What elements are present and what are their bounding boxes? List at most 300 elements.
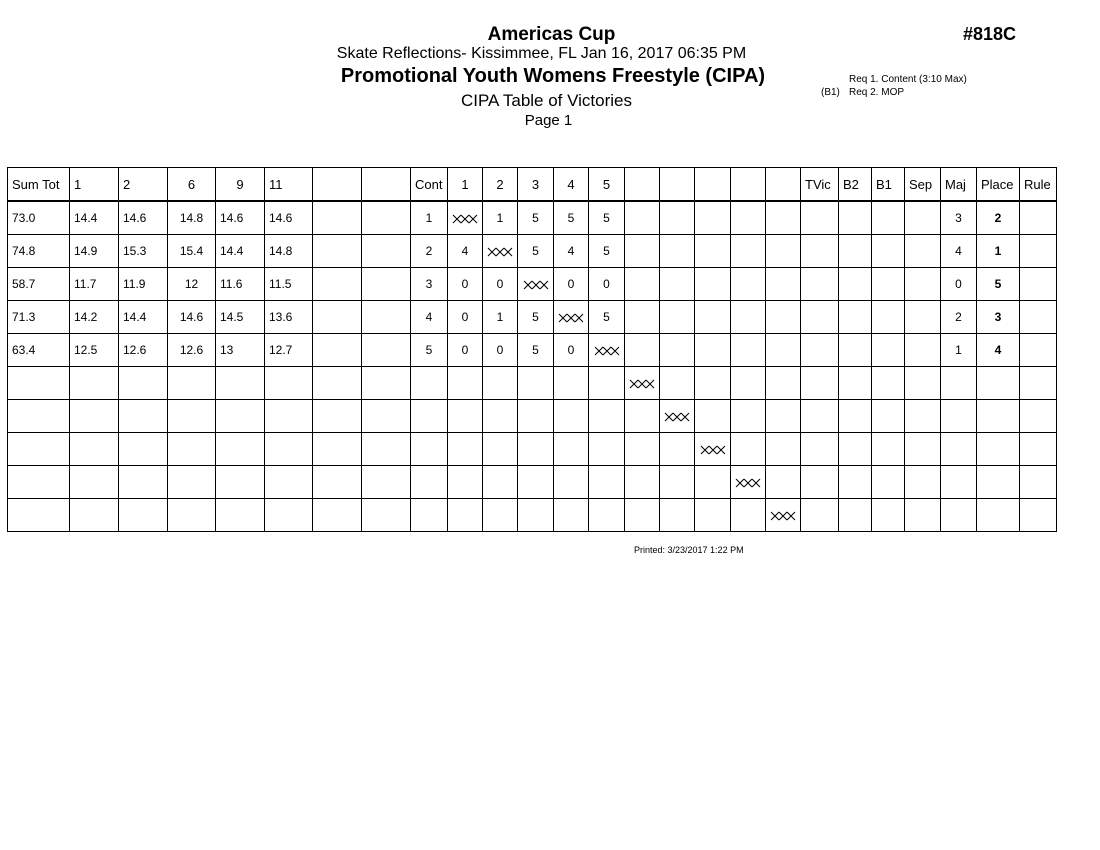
table-cell	[216, 367, 265, 400]
header-row	[8, 168, 1057, 202]
table-cell	[872, 334, 905, 367]
table-cell	[731, 367, 766, 400]
table-cell	[313, 334, 362, 367]
table-cell	[977, 466, 1020, 499]
table-cell	[625, 400, 660, 433]
table-cell	[313, 201, 362, 235]
table-cell	[448, 201, 483, 235]
table-cell: 0	[589, 268, 625, 301]
table-cell	[70, 400, 119, 433]
table-cell	[625, 499, 660, 532]
column-header: B2	[839, 168, 872, 202]
table-cell	[1020, 433, 1057, 466]
table-cell: 2	[411, 235, 448, 268]
table-cell	[872, 466, 905, 499]
table-cell	[801, 301, 839, 334]
table-row	[8, 201, 1057, 235]
table-cell	[766, 201, 801, 235]
table-cell	[941, 466, 977, 499]
table-cell	[1020, 334, 1057, 367]
table-cell	[8, 466, 70, 499]
table-cell	[70, 433, 119, 466]
table-cell	[766, 499, 801, 532]
table-cell: 4	[941, 235, 977, 268]
table-cell: 14.8	[265, 235, 313, 268]
table-cell	[872, 235, 905, 268]
table-cell	[625, 201, 660, 235]
table-cell	[731, 499, 766, 532]
table-cell	[941, 367, 977, 400]
table-cell	[411, 400, 448, 433]
requirement-2	[821, 87, 1021, 100]
table-cell: 12.6	[168, 334, 216, 367]
table-cell: 14.4	[70, 201, 119, 235]
table-cell	[731, 466, 766, 499]
table-cell	[839, 301, 872, 334]
table-cell	[905, 201, 941, 235]
table-row	[8, 235, 1057, 268]
table-cell: 5	[411, 334, 448, 367]
table-cell	[801, 400, 839, 433]
table-cell	[554, 301, 589, 334]
competition-title: Promotional Youth Womens Freestyle (CIPA)	[340, 65, 766, 87]
table-cell	[660, 301, 695, 334]
table-cell	[695, 334, 731, 367]
table-cell: 11.7	[70, 268, 119, 301]
table-cell	[448, 499, 483, 532]
table-cell	[839, 268, 872, 301]
table-cell	[801, 466, 839, 499]
table-cell: 2	[977, 201, 1020, 235]
table-cell	[70, 466, 119, 499]
table-cell	[589, 367, 625, 400]
table-cell	[731, 301, 766, 334]
table-cell: 11.6	[216, 268, 265, 301]
table-cell	[977, 367, 1020, 400]
table-cell: 14.6	[168, 301, 216, 334]
table-cell	[168, 433, 216, 466]
table-cell	[119, 400, 168, 433]
table-cell: 5	[518, 334, 554, 367]
table-cell	[695, 499, 731, 532]
table-cell	[660, 334, 695, 367]
table-cell: 5	[589, 301, 625, 334]
diagonal-xxx-mark	[523, 280, 549, 290]
table-cell	[362, 466, 411, 499]
table-cell	[766, 235, 801, 268]
table-cell	[766, 466, 801, 499]
table-cell	[660, 367, 695, 400]
table-cell: 11.5	[265, 268, 313, 301]
table-cell: 4	[448, 235, 483, 268]
venue-date-line: Skate Reflections- Kissimmee, FL Jan 16, 2017 06:35 PM	[336, 45, 747, 62]
table-cell: 11.9	[119, 268, 168, 301]
table-cell: 0	[448, 334, 483, 367]
table-cell: 14.6	[119, 201, 168, 235]
table-cell	[483, 466, 518, 499]
table-cell	[518, 268, 554, 301]
table-cell: 12.5	[70, 334, 119, 367]
table-cell	[313, 499, 362, 532]
table-cell	[448, 367, 483, 400]
table-cell	[660, 400, 695, 433]
table-cell	[766, 268, 801, 301]
requirement-text: Req 2. MOP	[849, 87, 905, 98]
table-cell: 58.7	[8, 268, 70, 301]
table-cell	[872, 268, 905, 301]
table-cell	[660, 235, 695, 268]
table-cell	[839, 235, 872, 268]
table-cell: 14.4	[119, 301, 168, 334]
table-cell	[872, 201, 905, 235]
table-cell	[313, 400, 362, 433]
table-cell	[839, 499, 872, 532]
table-cell: 5	[554, 201, 589, 235]
table-cell: 15.4	[168, 235, 216, 268]
table-cell	[839, 334, 872, 367]
table-cell: 15.3	[119, 235, 168, 268]
table-cell	[362, 334, 411, 367]
table-cell: 5	[977, 268, 1020, 301]
table-cell: 3	[411, 268, 448, 301]
table-cell	[554, 367, 589, 400]
table-cell	[801, 268, 839, 301]
table-cell	[518, 400, 554, 433]
table-cell	[216, 499, 265, 532]
table-cell	[731, 268, 766, 301]
table-cell	[695, 466, 731, 499]
table-cell	[977, 499, 1020, 532]
table-cell	[1020, 466, 1057, 499]
table-cell	[362, 301, 411, 334]
table-cell	[483, 499, 518, 532]
table-cell	[119, 499, 168, 532]
diagonal-xxx-mark	[735, 478, 761, 488]
table-cell	[839, 201, 872, 235]
table-cell	[589, 400, 625, 433]
table-cell	[872, 499, 905, 532]
table-cell	[554, 499, 589, 532]
table-cell	[119, 466, 168, 499]
table-cell: 73.0	[8, 201, 70, 235]
table-cell	[625, 433, 660, 466]
table-cell	[905, 499, 941, 532]
table-cell	[362, 400, 411, 433]
table-cell: 14.5	[216, 301, 265, 334]
event-title: Americas Cup	[487, 24, 616, 45]
column-header: TVic	[801, 168, 839, 202]
table-cell	[801, 201, 839, 235]
table-cell	[168, 400, 216, 433]
table-cell	[313, 367, 362, 400]
column-header: 5	[589, 168, 625, 202]
table-cell	[872, 400, 905, 433]
table-cell	[589, 334, 625, 367]
table-cell	[589, 499, 625, 532]
table-cell: 14.4	[216, 235, 265, 268]
column-header	[313, 168, 362, 202]
table-cell: 74.8	[8, 235, 70, 268]
table-cell	[695, 268, 731, 301]
table-cell: 1	[483, 301, 518, 334]
table-cell: 5	[518, 201, 554, 235]
table-cell	[872, 367, 905, 400]
table-cell	[660, 499, 695, 532]
table-cell	[731, 235, 766, 268]
column-header: Rule	[1020, 168, 1057, 202]
table-cell	[660, 201, 695, 235]
table-cell	[265, 466, 313, 499]
table-cell	[731, 201, 766, 235]
diagonal-xxx-mark	[700, 445, 726, 455]
column-header: Cont	[411, 168, 448, 202]
requirement-bracket: (B1)	[821, 87, 840, 98]
table-cell: 0	[941, 268, 977, 301]
table-cell	[695, 433, 731, 466]
table-cell: 1	[941, 334, 977, 367]
table-cell	[411, 367, 448, 400]
table-cell	[801, 367, 839, 400]
table-cell	[216, 433, 265, 466]
table-cell	[313, 235, 362, 268]
table-cell	[1020, 400, 1057, 433]
table-cell	[660, 268, 695, 301]
table-cell: 13.6	[265, 301, 313, 334]
table-cell: 2	[941, 301, 977, 334]
table-cell	[119, 433, 168, 466]
column-header: Maj	[941, 168, 977, 202]
table-cell	[362, 235, 411, 268]
table-cell: 0	[554, 334, 589, 367]
column-header: 1	[70, 168, 119, 202]
table-cell	[70, 499, 119, 532]
table-cell	[941, 400, 977, 433]
table-cell	[731, 433, 766, 466]
table-cell: 5	[589, 235, 625, 268]
event-code: #818C	[963, 24, 1017, 44]
table-cell	[8, 433, 70, 466]
table-cell	[872, 301, 905, 334]
diagonal-xxx-mark	[664, 412, 690, 422]
table-cell	[905, 301, 941, 334]
table-cell	[695, 301, 731, 334]
column-header: 11	[265, 168, 313, 202]
table-cell	[941, 499, 977, 532]
table-cell	[625, 466, 660, 499]
table-cell	[265, 433, 313, 466]
column-header	[625, 168, 660, 202]
column-header: 1	[448, 168, 483, 202]
table-cell	[625, 235, 660, 268]
table-cell	[905, 367, 941, 400]
table-cell	[905, 235, 941, 268]
table-cell	[265, 367, 313, 400]
diagonal-xxx-mark	[594, 346, 620, 356]
table-cell	[1020, 201, 1057, 235]
table-cell	[625, 334, 660, 367]
table-cell	[411, 466, 448, 499]
table-row	[8, 499, 1057, 532]
table-cell	[695, 400, 731, 433]
table-cell	[265, 400, 313, 433]
table-cell: 1	[483, 201, 518, 235]
table-row	[8, 301, 1057, 334]
table-cell: 12	[168, 268, 216, 301]
table-row	[8, 367, 1057, 400]
table-cell	[554, 433, 589, 466]
table-cell: 12.7	[265, 334, 313, 367]
table-cell	[362, 268, 411, 301]
table-cell	[554, 400, 589, 433]
table-cell: 71.3	[8, 301, 70, 334]
column-header	[695, 168, 731, 202]
victories-table	[7, 167, 1057, 532]
table-cell	[313, 433, 362, 466]
table-cell	[448, 400, 483, 433]
table-cell	[411, 433, 448, 466]
table-cell: 1	[977, 235, 1020, 268]
table-cell	[313, 301, 362, 334]
table-cell	[660, 466, 695, 499]
table-cell	[483, 400, 518, 433]
page-number: Page 1	[524, 112, 573, 129]
table-cell	[941, 433, 977, 466]
table-cell	[8, 400, 70, 433]
table-cell	[1020, 499, 1057, 532]
column-header: B1	[872, 168, 905, 202]
requirement-text: Req 1. Content (3:10 Max)	[849, 74, 967, 85]
table-cell	[265, 499, 313, 532]
table-cell	[168, 499, 216, 532]
column-header	[766, 168, 801, 202]
table-cell	[766, 433, 801, 466]
table-cell: 5	[518, 235, 554, 268]
table-cell	[518, 433, 554, 466]
table-cell	[362, 367, 411, 400]
table-cell	[518, 367, 554, 400]
column-header: 2	[483, 168, 518, 202]
table-cell	[695, 235, 731, 268]
table-row	[8, 268, 1057, 301]
table-cell	[905, 400, 941, 433]
table-cell	[839, 433, 872, 466]
diagonal-xxx-mark	[452, 214, 478, 224]
table-cell	[731, 400, 766, 433]
table-name: CIPA Table of Victories	[460, 91, 633, 110]
table-cell	[801, 334, 839, 367]
table-row	[8, 400, 1057, 433]
table-cell	[839, 400, 872, 433]
table-row	[8, 466, 1057, 499]
table-cell	[839, 367, 872, 400]
column-header: Sep	[905, 168, 941, 202]
table-cell	[313, 466, 362, 499]
table-cell	[1020, 301, 1057, 334]
table-cell	[801, 235, 839, 268]
table-cell: 0	[448, 268, 483, 301]
table-cell	[518, 499, 554, 532]
column-header: 3	[518, 168, 554, 202]
table-cell	[977, 433, 1020, 466]
table-cell	[1020, 268, 1057, 301]
table-cell: 13	[216, 334, 265, 367]
column-header	[731, 168, 766, 202]
table-cell	[448, 466, 483, 499]
diagonal-xxx-mark	[770, 511, 796, 521]
table-cell: 0	[483, 268, 518, 301]
diagonal-xxx-mark	[558, 313, 584, 323]
table-cell	[977, 400, 1020, 433]
table-cell: 14.6	[265, 201, 313, 235]
diagonal-xxx-mark	[487, 247, 513, 257]
table-cell: 14.2	[70, 301, 119, 334]
table-cell	[216, 466, 265, 499]
table-cell	[119, 367, 168, 400]
table-cell	[695, 367, 731, 400]
table-cell	[905, 334, 941, 367]
table-row	[8, 433, 1057, 466]
table-cell	[1020, 235, 1057, 268]
table-cell: 0	[554, 268, 589, 301]
table-cell: 4	[977, 334, 1020, 367]
table-cell	[448, 433, 483, 466]
table-cell: 5	[518, 301, 554, 334]
table-cell	[766, 334, 801, 367]
table-cell	[70, 367, 119, 400]
table-cell	[362, 201, 411, 235]
table-cell	[625, 367, 660, 400]
table-cell	[766, 367, 801, 400]
table-cell	[695, 201, 731, 235]
column-header: 4	[554, 168, 589, 202]
diagonal-xxx-mark	[629, 379, 655, 389]
table-cell	[589, 433, 625, 466]
table-cell	[8, 499, 70, 532]
table-cell	[411, 499, 448, 532]
table-cell	[168, 367, 216, 400]
table-cell	[872, 433, 905, 466]
column-header: 6	[168, 168, 216, 202]
table-cell	[589, 466, 625, 499]
table-cell: 0	[448, 301, 483, 334]
table-cell	[905, 433, 941, 466]
table-cell: 5	[589, 201, 625, 235]
table-cell	[839, 466, 872, 499]
table-cell	[168, 466, 216, 499]
table-cell: 12.6	[119, 334, 168, 367]
column-header	[362, 168, 411, 202]
table-cell	[518, 466, 554, 499]
table-cell	[362, 433, 411, 466]
table-cell	[731, 334, 766, 367]
table-cell: 14.6	[216, 201, 265, 235]
table-cell	[801, 433, 839, 466]
table-cell: 3	[977, 301, 1020, 334]
column-header: Sum Tot	[8, 168, 70, 202]
column-header: Place	[977, 168, 1020, 202]
table-cell	[905, 268, 941, 301]
printed-timestamp: Printed: 3/23/2017 1:22 PM	[634, 545, 744, 555]
column-header: 2	[119, 168, 168, 202]
table-cell	[660, 433, 695, 466]
table-cell	[483, 235, 518, 268]
table-cell	[766, 400, 801, 433]
table-cell	[483, 367, 518, 400]
table-cell: 0	[483, 334, 518, 367]
column-header: 9	[216, 168, 265, 202]
table-cell	[554, 466, 589, 499]
table-row	[8, 334, 1057, 367]
